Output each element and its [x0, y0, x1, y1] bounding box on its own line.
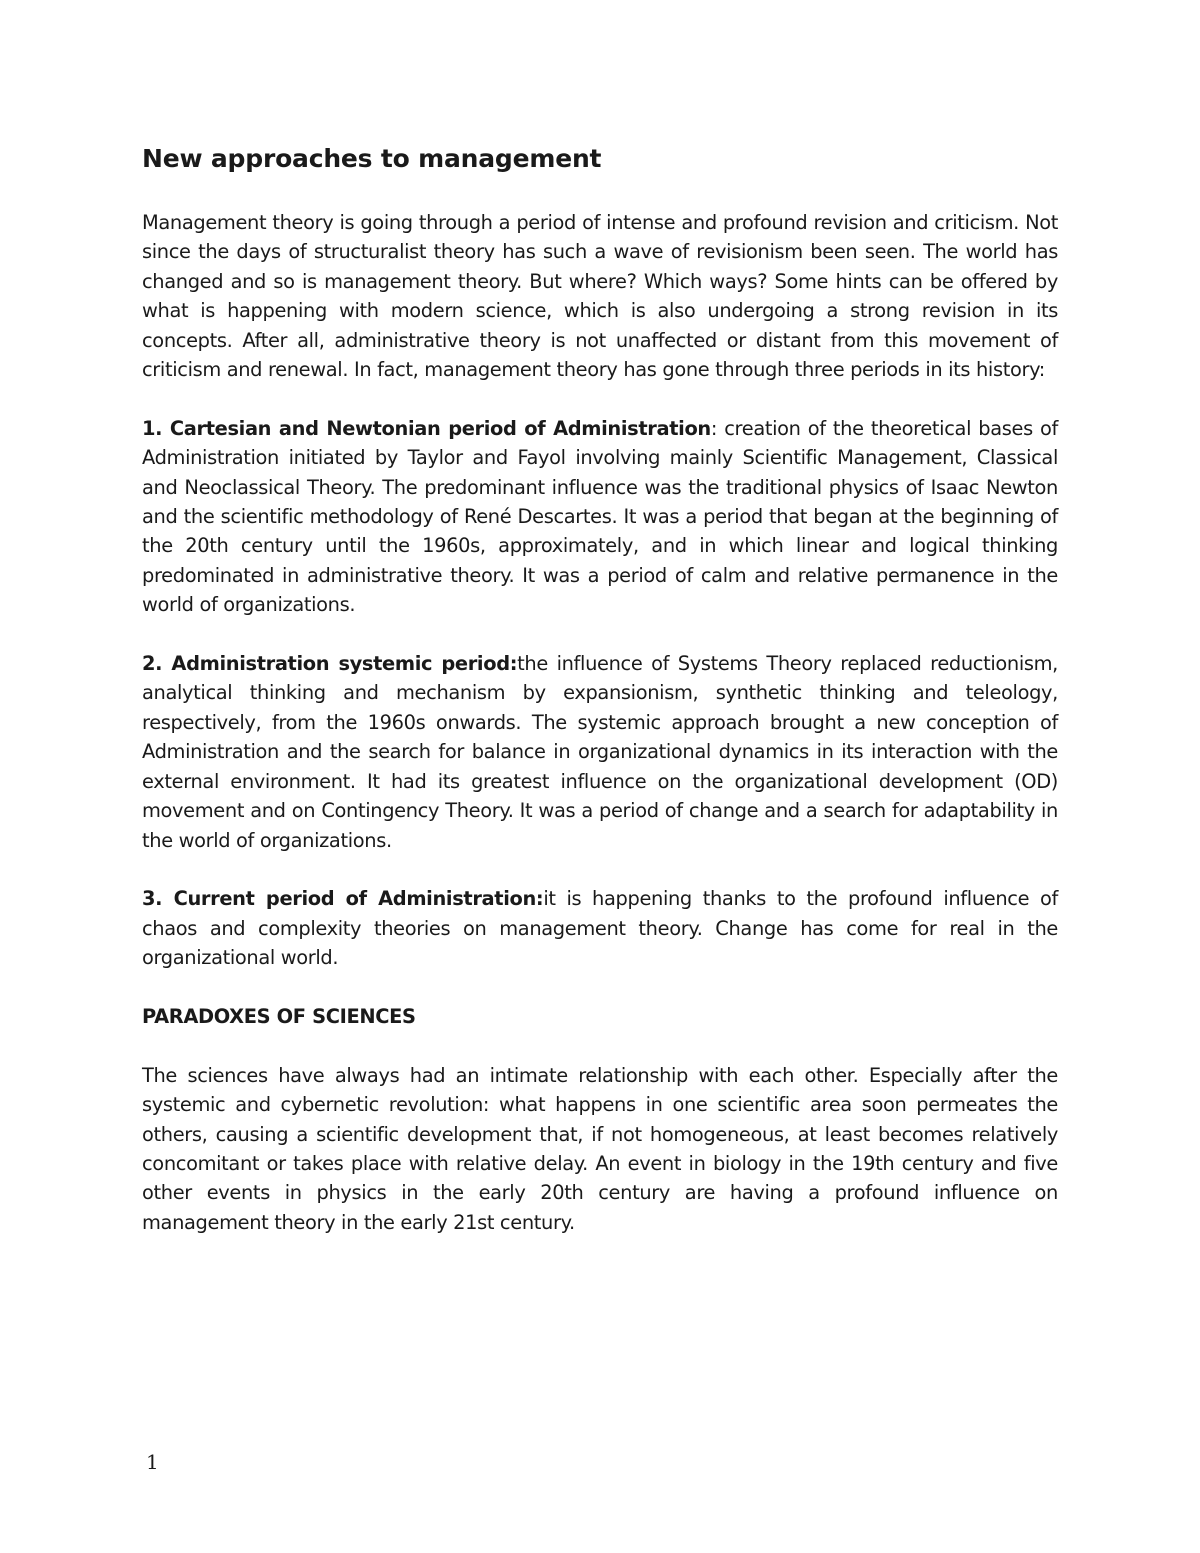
page-content — [142, 140, 1058, 1267]
period-3-paragraph — [142, 884, 1058, 972]
document-title: New approaches to management — [142, 144, 602, 173]
period-3-text: it is happening thanks to the profound influence of chaos and complexity theories on management theory. Change has come for real in the organizational world. — [142, 887, 1058, 970]
section-paragraph: The sciences have always had an intimate relationship with each other. Especially after the systemic and cybernetic revolution: what happens in one scientific area soon permeates the others, causing a scientific development that, if not homogeneous, at least becomes relatively concomitant or takes place with relative delay. An event in biology in the 19th century and five other events in physics in the early 20th century are having a profound influence on management theory in the early 21st century. — [142, 1063, 1058, 1234]
period-2-paragraph — [142, 649, 1058, 855]
period-1-paragraph — [142, 414, 1058, 620]
section-heading: PARADOXES OF SCIENCES — [142, 1004, 416, 1028]
intro-paragraph: Management theory is going through a period of intense and profound revision and criticism. Not since the days of structuralist theory has such a wave of revisionism been seen. The world has changed and so is management theory. But where? Which ways? Some hints can be offered by what is happening with modern science, which is also undergoing a strong revision in its concepts. After all, administrative theory is not unaffected or distant from this movement of criticism and renewal. In fact, management theory has gone through three periods in its history: — [142, 211, 1058, 382]
period-2-heading: 2. Administration systemic period: — [142, 652, 518, 676]
period-1-text: creation of the theoretical bases of Administration initiated by Taylor and Fayol involving mainly Scientific Management, Classical and Neoclassical Theory. The predominant influence was the traditional physics of Isaac Newton and the scientific methodology of René Descartes. It was a period that began at the beginning of the 20th century until the 1960s, approximately, and in which linear and logical thinking predominated in administrative theory. It was a period of calm and relative permanence in the world of organizations. — [142, 416, 1058, 617]
period-1-heading: 1. Cartesian and Newtonian period of Administration — [142, 416, 711, 440]
period-1-separator: : — [710, 416, 725, 440]
page-number: 1 — [146, 1450, 159, 1474]
period-3-heading: 3. Current period of Administration: — [142, 887, 544, 911]
period-2-text: the influence of Systems Theory replaced reductionism, analytical thinking and mechanism by expansionism, synthetic thinking and teleology, respectively, from the 1960s onwards. The systemic approach brought a new conception of Administration and the search for balance in organizational dynamics in its interaction with the external environment. It had its greatest influence on the organizational development (OD) movement and on Contingency Theory. It was a period of change and a search for adaptability in the world of organizations. — [142, 652, 1058, 852]
